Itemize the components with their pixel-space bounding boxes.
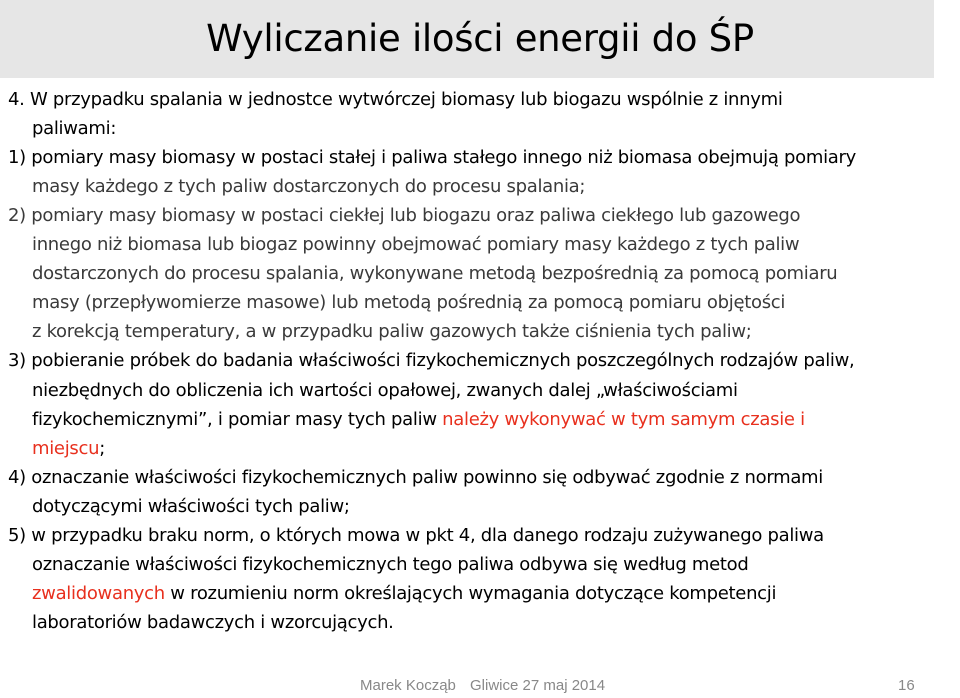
text-segment: 4. W przypadku spalania w jednostce wytwórczej biomasy lub biogazu wspólnie z innymi xyxy=(8,89,783,110)
text-segment: fizykochemicznymi”, i pomiar masy tych paliw xyxy=(32,409,443,430)
text-segment: 2) pomiary masy biomasy w postaci ciekłej lub biogazu oraz paliwa ciekłego lub gazowego xyxy=(8,205,801,226)
footer-author: Marek Kocząb xyxy=(360,677,456,694)
body-line xyxy=(32,317,752,346)
body-line xyxy=(8,201,800,230)
body-line xyxy=(32,288,785,317)
text-segment: niezbędnych do obliczenia ich wartości opałowej, zwanych dalej „właściwościami xyxy=(32,380,738,401)
text-segment: masy każdego z tych paliw dostarczonych do procesu spalania; xyxy=(32,176,586,197)
body-line xyxy=(32,376,738,405)
text-segment: dotyczącymi właściwości tych paliw; xyxy=(32,496,350,517)
text-segment: 1) pomiary masy biomasy w postaci stałej i paliwa stałego innego niż biomasa obejmują pomiary xyxy=(8,147,856,168)
slide-title: Wyliczanie ilości energii do ŚP xyxy=(206,17,754,60)
text-segment: paliwami: xyxy=(32,118,117,139)
body-line xyxy=(32,579,776,608)
body-line xyxy=(8,85,783,114)
body-line xyxy=(32,608,394,637)
highlight-segment: zwalidowanych xyxy=(32,583,165,604)
text-segment: innego niż biomasa lub biogaz powinny obejmować pomiary masy każdego z tych paliw xyxy=(32,234,800,255)
text-segment: w rozumieniu norm określających wymagania dotyczące kompetencji xyxy=(164,583,777,604)
text-segment: oznaczanie właściwości fizykochemicznych tego paliwa odbywa się według metod xyxy=(32,554,749,575)
body-line xyxy=(32,405,805,434)
text-segment: 5) w przypadku braku norm, o których mowa w pkt 4, dla danego rodzaju zużywanego paliwa xyxy=(8,525,824,546)
footer-event: Gliwice 27 maj 2014 xyxy=(470,677,606,694)
body-line xyxy=(32,492,350,521)
text-segment: 4) oznaczanie właściwości fizykochemicznych paliw powinno się odbywać zgodnie z normami xyxy=(8,467,823,488)
body-line xyxy=(8,143,856,172)
highlight-segment: należy wykonywać w tym samym czasie i xyxy=(442,409,805,430)
body-line xyxy=(32,550,749,579)
text-segment: laboratoriów badawczych i wzorcujących. xyxy=(32,612,394,633)
body-line xyxy=(32,434,105,463)
text-segment: 3) pobieranie próbek do badania właściwości fizykochemicznych poszczególnych rodzajów paliw, xyxy=(8,350,855,371)
footer-page-number: 16 xyxy=(898,677,915,694)
body-line xyxy=(32,114,116,143)
text-segment: ; xyxy=(99,438,105,459)
highlight-segment: miejscu xyxy=(32,438,100,459)
body-line xyxy=(8,346,854,375)
text-segment: z korekcją temperatury, a w przypadku paliw gazowych także ciśnienia tych paliw; xyxy=(32,321,752,342)
text-segment: masy (przepływomierze masowe) lub metodą pośrednią za pomocą pomiaru objętości xyxy=(32,292,786,313)
text-segment: dostarczonych do procesu spalania, wykonywane metodą bezpośrednią za pomocą pomiaru xyxy=(32,263,838,284)
body-line xyxy=(8,463,823,492)
body-line xyxy=(32,230,799,259)
body-line xyxy=(32,172,585,201)
body-line xyxy=(8,521,824,550)
body-line xyxy=(32,259,837,288)
